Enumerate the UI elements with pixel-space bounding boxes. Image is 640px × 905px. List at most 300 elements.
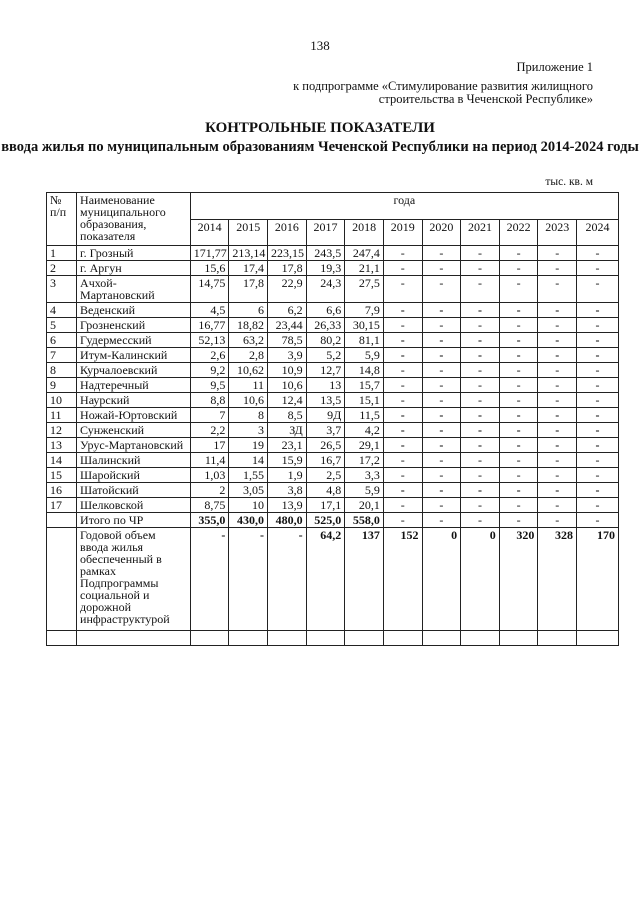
annual-value: 0 xyxy=(422,528,461,631)
table-row xyxy=(47,378,619,393)
value-cell: 17,1 xyxy=(306,498,345,513)
annual-name: Годовой объем ввода жилья обеспеченный в рамках Подпрограммы социальной и дорожной инфраструктурой xyxy=(77,528,191,631)
value-cell: 78,5 xyxy=(268,333,307,348)
value-cell: - xyxy=(461,453,500,468)
empty-cell xyxy=(268,631,307,646)
value-cell: - xyxy=(538,261,577,276)
annual-value: 170 xyxy=(577,528,619,631)
value-cell: 223,15 xyxy=(268,246,307,261)
value-cell: - xyxy=(383,378,422,393)
value-cell: - xyxy=(538,333,577,348)
value-cell: - xyxy=(422,408,461,423)
value-cell: 17 xyxy=(190,438,229,453)
value-cell: - xyxy=(422,261,461,276)
value-cell: 5,9 xyxy=(345,483,384,498)
empty-cell xyxy=(461,631,500,646)
value-cell: 19 xyxy=(229,438,268,453)
header-year: 2024 xyxy=(577,219,619,246)
row-name: Грозненский xyxy=(77,318,191,333)
value-cell: - xyxy=(538,498,577,513)
row-number: 4 xyxy=(47,303,77,318)
value-cell: - xyxy=(383,498,422,513)
value-cell: - xyxy=(499,261,538,276)
header-year: 2022 xyxy=(499,219,538,246)
value-cell: - xyxy=(422,363,461,378)
empty-cell xyxy=(229,631,268,646)
value-cell: - xyxy=(461,261,500,276)
value-cell: - xyxy=(461,408,500,423)
annual-value: 137 xyxy=(345,528,384,631)
units-label: тыс. кв. м xyxy=(545,176,593,188)
row-name: Наурский xyxy=(77,393,191,408)
value-cell: 11 xyxy=(229,378,268,393)
value-cell: - xyxy=(422,348,461,363)
value-cell: 19,3 xyxy=(306,261,345,276)
value-cell: - xyxy=(577,246,619,261)
value-cell: - xyxy=(383,303,422,318)
row-number: 10 xyxy=(47,393,77,408)
value-cell: 4,2 xyxy=(345,423,384,438)
value-cell: 8,5 xyxy=(268,408,307,423)
value-cell: - xyxy=(422,453,461,468)
value-cell: 7 xyxy=(190,408,229,423)
row-number: 13 xyxy=(47,438,77,453)
page-number: 138 xyxy=(310,38,330,53)
document-subtitle: ввода жилья по муниципальным образованиям Чеченской Республики на период 2014-2024 годы xyxy=(1,139,639,155)
value-cell: - xyxy=(422,438,461,453)
value-cell: - xyxy=(577,453,619,468)
value-cell: - xyxy=(383,261,422,276)
value-cell: - xyxy=(577,348,619,363)
value-cell: 15,1 xyxy=(345,393,384,408)
value-cell: - xyxy=(499,453,538,468)
value-cell: 15,7 xyxy=(345,378,384,393)
value-cell: 20,1 xyxy=(345,498,384,513)
value-cell: 18,82 xyxy=(229,318,268,333)
value-cell: - xyxy=(383,453,422,468)
empty-cell xyxy=(47,631,77,646)
value-cell: - xyxy=(461,378,500,393)
value-cell: - xyxy=(499,408,538,423)
total-num xyxy=(47,513,77,528)
row-name: Шелковской xyxy=(77,498,191,513)
table-row xyxy=(47,333,619,348)
row-name: Курчалоевский xyxy=(77,363,191,378)
value-cell: - xyxy=(577,303,619,318)
table-row xyxy=(47,276,619,303)
value-cell: 6,6 xyxy=(306,303,345,318)
row-name: Ачхой-Мартановский xyxy=(77,276,191,303)
value-cell: 5,9 xyxy=(345,348,384,363)
value-cell: 1,55 xyxy=(229,468,268,483)
annual-value: 0 xyxy=(461,528,500,631)
value-cell: - xyxy=(538,276,577,303)
value-cell: 243,5 xyxy=(306,246,345,261)
table-row xyxy=(47,498,619,513)
table-row xyxy=(47,261,619,276)
value-cell: 7,9 xyxy=(345,303,384,318)
value-cell: - xyxy=(422,483,461,498)
row-number: 5 xyxy=(47,318,77,333)
value-cell: - xyxy=(422,378,461,393)
value-cell: 30,15 xyxy=(345,318,384,333)
value-cell: 12,4 xyxy=(268,393,307,408)
value-cell: - xyxy=(577,393,619,408)
total-value: - xyxy=(422,513,461,528)
value-cell: - xyxy=(499,348,538,363)
value-cell: 22,9 xyxy=(268,276,307,303)
table-row xyxy=(47,393,619,408)
value-cell: - xyxy=(538,453,577,468)
row-number: 8 xyxy=(47,363,77,378)
value-cell: - xyxy=(383,276,422,303)
value-cell: ЗД xyxy=(268,423,307,438)
value-cell: 2,2 xyxy=(190,423,229,438)
value-cell: 2,5 xyxy=(306,468,345,483)
annual-volume-row xyxy=(47,528,619,631)
value-cell: - xyxy=(499,498,538,513)
value-cell: - xyxy=(499,363,538,378)
total-value: 480,0 xyxy=(268,513,307,528)
value-cell: - xyxy=(538,438,577,453)
value-cell: - xyxy=(538,408,577,423)
value-cell: - xyxy=(383,318,422,333)
value-cell: - xyxy=(538,246,577,261)
value-cell: - xyxy=(422,468,461,483)
value-cell: - xyxy=(383,393,422,408)
table-row xyxy=(47,423,619,438)
annual-value: - xyxy=(229,528,268,631)
row-number: 9 xyxy=(47,378,77,393)
value-cell: 10,62 xyxy=(229,363,268,378)
value-cell: - xyxy=(499,318,538,333)
value-cell: 17,2 xyxy=(345,453,384,468)
value-cell: 2,6 xyxy=(190,348,229,363)
value-cell: 9,5 xyxy=(190,378,229,393)
indicators-table xyxy=(46,192,619,646)
table-row xyxy=(47,438,619,453)
value-cell: 24,3 xyxy=(306,276,345,303)
value-cell: 1,03 xyxy=(190,468,229,483)
empty-cell xyxy=(577,631,619,646)
value-cell: - xyxy=(538,303,577,318)
value-cell: 26,33 xyxy=(306,318,345,333)
table-body xyxy=(47,246,619,646)
empty-row xyxy=(47,631,619,646)
row-name: Шатойский xyxy=(77,483,191,498)
row-name: Сунженский xyxy=(77,423,191,438)
value-cell: - xyxy=(383,348,422,363)
row-number: 16 xyxy=(47,483,77,498)
value-cell: 247,4 xyxy=(345,246,384,261)
value-cell: 213,14 xyxy=(229,246,268,261)
value-cell: 23,44 xyxy=(268,318,307,333)
value-cell: - xyxy=(461,468,500,483)
total-value: - xyxy=(538,513,577,528)
row-number: 12 xyxy=(47,423,77,438)
value-cell: 26,5 xyxy=(306,438,345,453)
row-name: Шалинский xyxy=(77,453,191,468)
value-cell: 6,2 xyxy=(268,303,307,318)
value-cell: - xyxy=(461,276,500,303)
value-cell: 10 xyxy=(229,498,268,513)
value-cell: 3,05 xyxy=(229,483,268,498)
value-cell: - xyxy=(461,393,500,408)
value-cell: 29,1 xyxy=(345,438,384,453)
value-cell: 3,8 xyxy=(268,483,307,498)
value-cell: 4,8 xyxy=(306,483,345,498)
value-cell: - xyxy=(499,378,538,393)
value-cell: - xyxy=(383,483,422,498)
value-cell: - xyxy=(499,303,538,318)
value-cell: - xyxy=(461,498,500,513)
table-row xyxy=(47,453,619,468)
value-cell: - xyxy=(461,303,500,318)
value-cell: - xyxy=(538,378,577,393)
value-cell: 52,13 xyxy=(190,333,229,348)
value-cell: - xyxy=(499,423,538,438)
header-year: 2020 xyxy=(422,219,461,246)
value-cell: 11,5 xyxy=(345,408,384,423)
value-cell: - xyxy=(461,246,500,261)
value-cell: 4,5 xyxy=(190,303,229,318)
value-cell: 17,4 xyxy=(229,261,268,276)
row-name: Ножай-Юртовский xyxy=(77,408,191,423)
annual-value: 152 xyxy=(383,528,422,631)
value-cell: - xyxy=(422,423,461,438)
total-value: - xyxy=(461,513,500,528)
value-cell: - xyxy=(461,318,500,333)
value-cell: - xyxy=(577,498,619,513)
row-number: 3 xyxy=(47,276,77,303)
total-value: 430,0 xyxy=(229,513,268,528)
value-cell: - xyxy=(422,303,461,318)
value-cell: 81,1 xyxy=(345,333,384,348)
table-row xyxy=(47,348,619,363)
value-cell: - xyxy=(422,318,461,333)
annual-value: 328 xyxy=(538,528,577,631)
value-cell: - xyxy=(499,483,538,498)
table-row xyxy=(47,303,619,318)
empty-cell xyxy=(422,631,461,646)
total-value: - xyxy=(499,513,538,528)
value-cell: 14,75 xyxy=(190,276,229,303)
value-cell: - xyxy=(383,423,422,438)
value-cell: 27,5 xyxy=(345,276,384,303)
value-cell: - xyxy=(577,363,619,378)
value-cell: 23,1 xyxy=(268,438,307,453)
value-cell: - xyxy=(577,468,619,483)
row-number: 7 xyxy=(47,348,77,363)
row-number: 15 xyxy=(47,468,77,483)
header-year: 2016 xyxy=(268,219,307,246)
value-cell: 3 xyxy=(229,423,268,438)
table-row xyxy=(47,483,619,498)
value-cell: - xyxy=(383,408,422,423)
table-row xyxy=(47,246,619,261)
value-cell: - xyxy=(538,393,577,408)
header-num: № п/п xyxy=(47,193,77,246)
row-number: 1 xyxy=(47,246,77,261)
value-cell: - xyxy=(577,276,619,303)
header-year: 2021 xyxy=(461,219,500,246)
value-cell: - xyxy=(538,318,577,333)
value-cell: - xyxy=(538,363,577,378)
appendix-reference: к подпрограмме «Стимулирование развития жилищного строительства в Чеченской Республике» xyxy=(293,79,593,106)
value-cell: - xyxy=(422,498,461,513)
row-number: 6 xyxy=(47,333,77,348)
value-cell: - xyxy=(538,423,577,438)
value-cell: - xyxy=(499,438,538,453)
value-cell: - xyxy=(422,246,461,261)
value-cell: - xyxy=(422,393,461,408)
value-cell: - xyxy=(577,261,619,276)
total-value: 525,0 xyxy=(306,513,345,528)
annual-value: 320 xyxy=(499,528,538,631)
value-cell: 9Д xyxy=(306,408,345,423)
header-year: 2015 xyxy=(229,219,268,246)
table-row xyxy=(47,408,619,423)
value-cell: - xyxy=(461,483,500,498)
value-cell: - xyxy=(577,333,619,348)
value-cell: 10,9 xyxy=(268,363,307,378)
total-value: 558,0 xyxy=(345,513,384,528)
value-cell: 10,6 xyxy=(268,378,307,393)
value-cell: 13,5 xyxy=(306,393,345,408)
document-title: КОНТРОЛЬНЫЕ ПОКАЗАТЕЛИ xyxy=(205,120,435,136)
row-name: Урус-Мартановский xyxy=(77,438,191,453)
value-cell: 171,77 xyxy=(190,246,229,261)
empty-cell xyxy=(345,631,384,646)
value-cell: - xyxy=(499,333,538,348)
value-cell: - xyxy=(538,468,577,483)
value-cell: - xyxy=(422,276,461,303)
value-cell: 16,7 xyxy=(306,453,345,468)
value-cell: 80,2 xyxy=(306,333,345,348)
value-cell: - xyxy=(577,318,619,333)
value-cell: - xyxy=(383,468,422,483)
annual-num xyxy=(47,528,77,631)
value-cell: 15,6 xyxy=(190,261,229,276)
value-cell: 11,4 xyxy=(190,453,229,468)
value-cell: - xyxy=(383,246,422,261)
value-cell: - xyxy=(499,468,538,483)
total-name: Итого по ЧР xyxy=(77,513,191,528)
header-name: Наименование муниципального образования, показателя xyxy=(77,193,191,246)
header-year: 2017 xyxy=(306,219,345,246)
value-cell: - xyxy=(383,438,422,453)
value-cell: 6 xyxy=(229,303,268,318)
total-value: - xyxy=(383,513,422,528)
value-cell: - xyxy=(538,348,577,363)
value-cell: - xyxy=(383,363,422,378)
row-name: Веденский xyxy=(77,303,191,318)
value-cell: 2,8 xyxy=(229,348,268,363)
empty-cell xyxy=(383,631,422,646)
row-name: г. Аргун xyxy=(77,261,191,276)
header-year: 2018 xyxy=(345,219,384,246)
value-cell: 9,2 xyxy=(190,363,229,378)
value-cell: 3,3 xyxy=(345,468,384,483)
value-cell: - xyxy=(461,333,500,348)
total-value: 355,0 xyxy=(190,513,229,528)
value-cell: 14 xyxy=(229,453,268,468)
table-row xyxy=(47,363,619,378)
total-row xyxy=(47,513,619,528)
header-year: 2023 xyxy=(538,219,577,246)
header-years-group: года xyxy=(190,193,618,220)
header-year: 2019 xyxy=(383,219,422,246)
row-name: Надтеречный xyxy=(77,378,191,393)
value-cell: 3,9 xyxy=(268,348,307,363)
value-cell: 1,9 xyxy=(268,468,307,483)
table-header xyxy=(47,193,619,246)
value-cell: - xyxy=(499,393,538,408)
value-cell: 15,9 xyxy=(268,453,307,468)
value-cell: 21,1 xyxy=(345,261,384,276)
row-number: 11 xyxy=(47,408,77,423)
value-cell: - xyxy=(538,483,577,498)
row-number: 17 xyxy=(47,498,77,513)
value-cell: - xyxy=(383,333,422,348)
row-number: 14 xyxy=(47,453,77,468)
value-cell: - xyxy=(461,348,500,363)
table-row xyxy=(47,468,619,483)
value-cell: 13 xyxy=(306,378,345,393)
value-cell: 8,8 xyxy=(190,393,229,408)
value-cell: 10,6 xyxy=(229,393,268,408)
total-value: - xyxy=(577,513,619,528)
row-name: Гудермесский xyxy=(77,333,191,348)
value-cell: - xyxy=(461,423,500,438)
value-cell: - xyxy=(577,423,619,438)
row-name: Шаройский xyxy=(77,468,191,483)
value-cell: 17,8 xyxy=(268,261,307,276)
row-number: 2 xyxy=(47,261,77,276)
value-cell: 16,77 xyxy=(190,318,229,333)
value-cell: 8 xyxy=(229,408,268,423)
appendix-label: Приложение 1 xyxy=(516,60,593,74)
value-cell: - xyxy=(461,363,500,378)
empty-cell xyxy=(190,631,229,646)
value-cell: - xyxy=(422,333,461,348)
empty-cell xyxy=(499,631,538,646)
empty-cell xyxy=(77,631,191,646)
annual-value: - xyxy=(190,528,229,631)
value-cell: 8,75 xyxy=(190,498,229,513)
annual-value: 64,2 xyxy=(306,528,345,631)
value-cell: 17,8 xyxy=(229,276,268,303)
annual-value: - xyxy=(268,528,307,631)
value-cell: 5,2 xyxy=(306,348,345,363)
value-cell: - xyxy=(461,438,500,453)
value-cell: 14,8 xyxy=(345,363,384,378)
empty-cell xyxy=(538,631,577,646)
value-cell: - xyxy=(577,438,619,453)
empty-cell xyxy=(306,631,345,646)
header-year: 2014 xyxy=(190,219,229,246)
value-cell: 3,7 xyxy=(306,423,345,438)
value-cell: - xyxy=(499,276,538,303)
row-name: Итум-Калинский xyxy=(77,348,191,363)
value-cell: - xyxy=(577,483,619,498)
value-cell: - xyxy=(577,408,619,423)
value-cell: 13,9 xyxy=(268,498,307,513)
value-cell: 12,7 xyxy=(306,363,345,378)
value-cell: - xyxy=(577,378,619,393)
table-row xyxy=(47,318,619,333)
value-cell: 63,2 xyxy=(229,333,268,348)
